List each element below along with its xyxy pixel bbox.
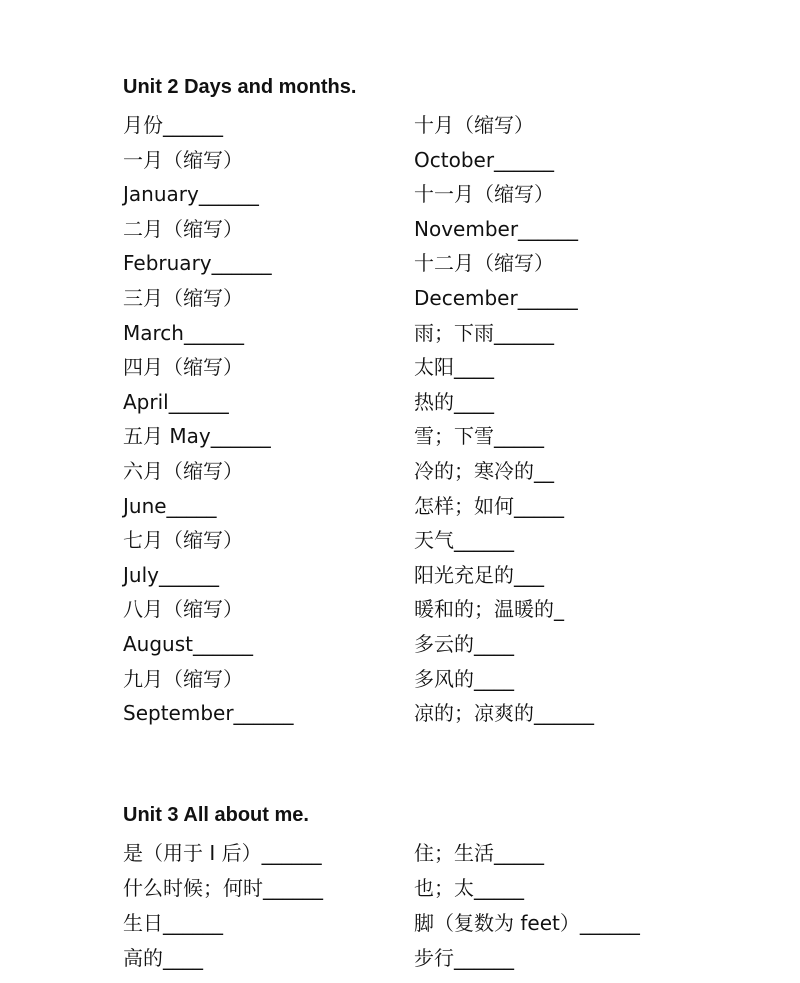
vocab-item: 十月（缩写） <box>414 113 534 137</box>
vocab-item: 多风的____ <box>414 666 514 691</box>
vocab-item: September______ <box>123 701 294 726</box>
vocab-item: 暖和的；温暖的_ <box>414 597 564 622</box>
vocab-item: 雨；下雨______ <box>414 320 554 345</box>
vocab-item: 一月（缩写） <box>123 147 243 172</box>
vocab-item: 生日______ <box>123 911 223 935</box>
vocab-item: 五月 May______ <box>123 424 271 449</box>
vocab-item: 高的____ <box>123 946 203 970</box>
vocab-item: 月份______ <box>123 113 223 137</box>
vocab-item: 十一月（缩写） <box>414 182 554 207</box>
vocab-item: January______ <box>123 182 259 207</box>
vocab-item: 六月（缩写） <box>123 458 243 483</box>
vocab-item: 也；太_____ <box>414 876 524 900</box>
vocab-item: 什么时候；何时______ <box>123 876 323 900</box>
vocab-item: 太阳____ <box>414 355 494 380</box>
vocab-item: November______ <box>414 216 579 241</box>
vocab-item: 三月（缩写） <box>123 285 243 310</box>
vocab-item: July______ <box>123 562 219 587</box>
unit2-right-column <box>414 108 594 731</box>
unit3-title: Unit 3 All about me. <box>123 804 309 826</box>
vocab-item: March______ <box>123 320 244 345</box>
vocab-item: 怎样；如何_____ <box>414 493 564 518</box>
vocab-item: 冷的；寒冷的__ <box>414 458 554 483</box>
unit3-left-column <box>123 836 323 976</box>
vocab-item: 天气______ <box>414 528 514 553</box>
vocab-item: 阳光充足的___ <box>414 562 544 587</box>
vocab-item: 七月（缩写） <box>123 528 243 553</box>
vocab-item: 脚（复数为 feet）______ <box>414 911 640 935</box>
vocab-item: 住；生活_____ <box>414 841 544 865</box>
vocab-item: August______ <box>123 631 253 656</box>
vocab-item: 四月（缩写） <box>123 355 243 380</box>
vocab-item: 九月（缩写） <box>123 666 243 691</box>
vocab-item: 八月（缩写） <box>123 597 243 622</box>
vocab-item: 多云的____ <box>414 631 514 656</box>
vocab-item: October______ <box>414 147 555 172</box>
vocab-item: February______ <box>123 251 272 276</box>
vocab-item: 是（用于 I 后）______ <box>123 841 322 865</box>
unit2-title: Unit 2 Days and months. <box>123 76 357 98</box>
unit3-right-column <box>414 836 640 976</box>
vocab-item: December______ <box>414 285 578 310</box>
vocab-item: 二月（缩写） <box>123 216 243 241</box>
unit2-left-column <box>123 108 294 731</box>
vocab-item: April______ <box>123 389 229 414</box>
vocab-item: 雪；下雪_____ <box>414 424 544 449</box>
vocab-item: 凉的；凉爽的______ <box>414 701 594 726</box>
vocab-item: June_____ <box>123 493 217 518</box>
vocab-item: 十二月（缩写） <box>414 251 554 276</box>
vocab-item: 热的____ <box>414 389 494 414</box>
vocab-item: 步行______ <box>414 946 514 970</box>
